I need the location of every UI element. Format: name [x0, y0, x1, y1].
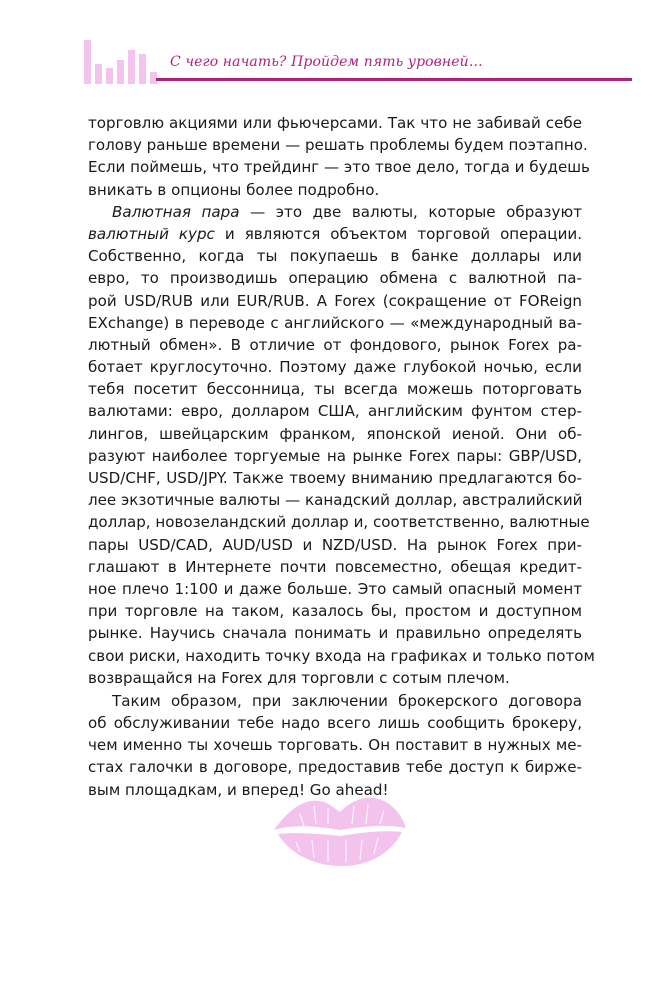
text-line: рынке. Научись сначала понимать и правильно определять: [88, 624, 582, 643]
text-line: пары USD/CAD, AUD/USD и NZD/USD. На рынок Forex при-: [88, 535, 582, 554]
text-line: Валютная пара — это две валюты, которые образуют: [112, 202, 582, 221]
text-line: об обслуживании тебе надо всего лишь сообщить брокеру,: [88, 714, 582, 733]
text-line: валютный курс и являются объектом торговой операции.: [88, 224, 582, 243]
page-header: [0, 0, 672, 90]
text-line: при торговле на таком, казалось бы, простом и доступном: [88, 602, 582, 621]
text-line: евро, то производишь операцию обмена с валютной па-: [88, 269, 582, 288]
text-line: валютами: евро, долларом США, английским фунтом стер-: [88, 402, 582, 421]
text-line: вникать в опционы более подробно.: [88, 180, 380, 199]
text-line: голову раньше времени — решать проблемы будем поэтапно.: [88, 136, 588, 155]
text-line: стах галочки в договоре, предоставив тебе доступ к бирже-: [88, 758, 582, 777]
text-line: свои риски, находить точку входа на графиках и только потом: [88, 646, 595, 665]
text-line: тебя посетит бессонница, ты всегда можешь поторговать: [88, 380, 582, 399]
text-line: рой USD/RUB или EUR/RUB. А Forex (сокращение от FOReign: [88, 291, 582, 310]
text-line: торговлю акциями или фьючерсами. Так что не забивай себе: [88, 114, 582, 132]
header-rule: [156, 78, 632, 81]
body-text: [88, 112, 595, 801]
term-italic: Валютная пара: [112, 202, 240, 221]
text-line: Таким образом, при заключении брокерского договора: [112, 691, 582, 710]
text-line: лингов, швейцарским франком, японской иеной. Они об-: [88, 424, 582, 443]
text-line: ботает круглосуточно. Поэтому даже глубокой ночью, если: [88, 358, 582, 377]
text-line: Если поймешь, что трейдинг — это твое дело, тогда и будешь: [88, 158, 590, 177]
kiss-lips-icon: [270, 790, 410, 870]
text-line: ное плечо 1:100 и даже больше. Это самый опасный момент: [88, 579, 582, 598]
text-line: USD/CHF, USD/JPY. Также твоему вниманию предлагаются бо-: [88, 469, 582, 487]
text-line: возвращайся на Forex для торговли с сотым плечом.: [88, 668, 510, 687]
term-italic: валютный курс: [88, 224, 215, 243]
text-line: Собственно, когда ты покупаешь в банке доллары или: [88, 247, 582, 266]
text-line: лютный обмен». В отличие от фондового, рынок Forex ра-: [88, 335, 582, 354]
text-line: глашают в Интернете почти повсеместно, обещая кредит-: [88, 557, 582, 576]
text-line: лее экзотичные валюты — канадский доллар, австралийский: [88, 491, 583, 510]
text-line: чем именно ты хочешь торговать. Он поставит в нужных ме-: [88, 736, 582, 755]
text-line: разуют наиболее торгуемые на рынке Forex пары: GBP/USD,: [88, 446, 582, 465]
text-line: вым площадкам, и вперед! Go ahead!: [88, 780, 389, 799]
running-header-title: С чего начать? Пройдем пять уровней…: [170, 54, 483, 70]
bar-chart-icon: [84, 40, 156, 84]
text-line: EXchange) в переводе с английского — «международный ва-: [88, 313, 582, 332]
text-line: доллар, новозеландский доллар и, соответственно, валютные: [88, 513, 590, 532]
